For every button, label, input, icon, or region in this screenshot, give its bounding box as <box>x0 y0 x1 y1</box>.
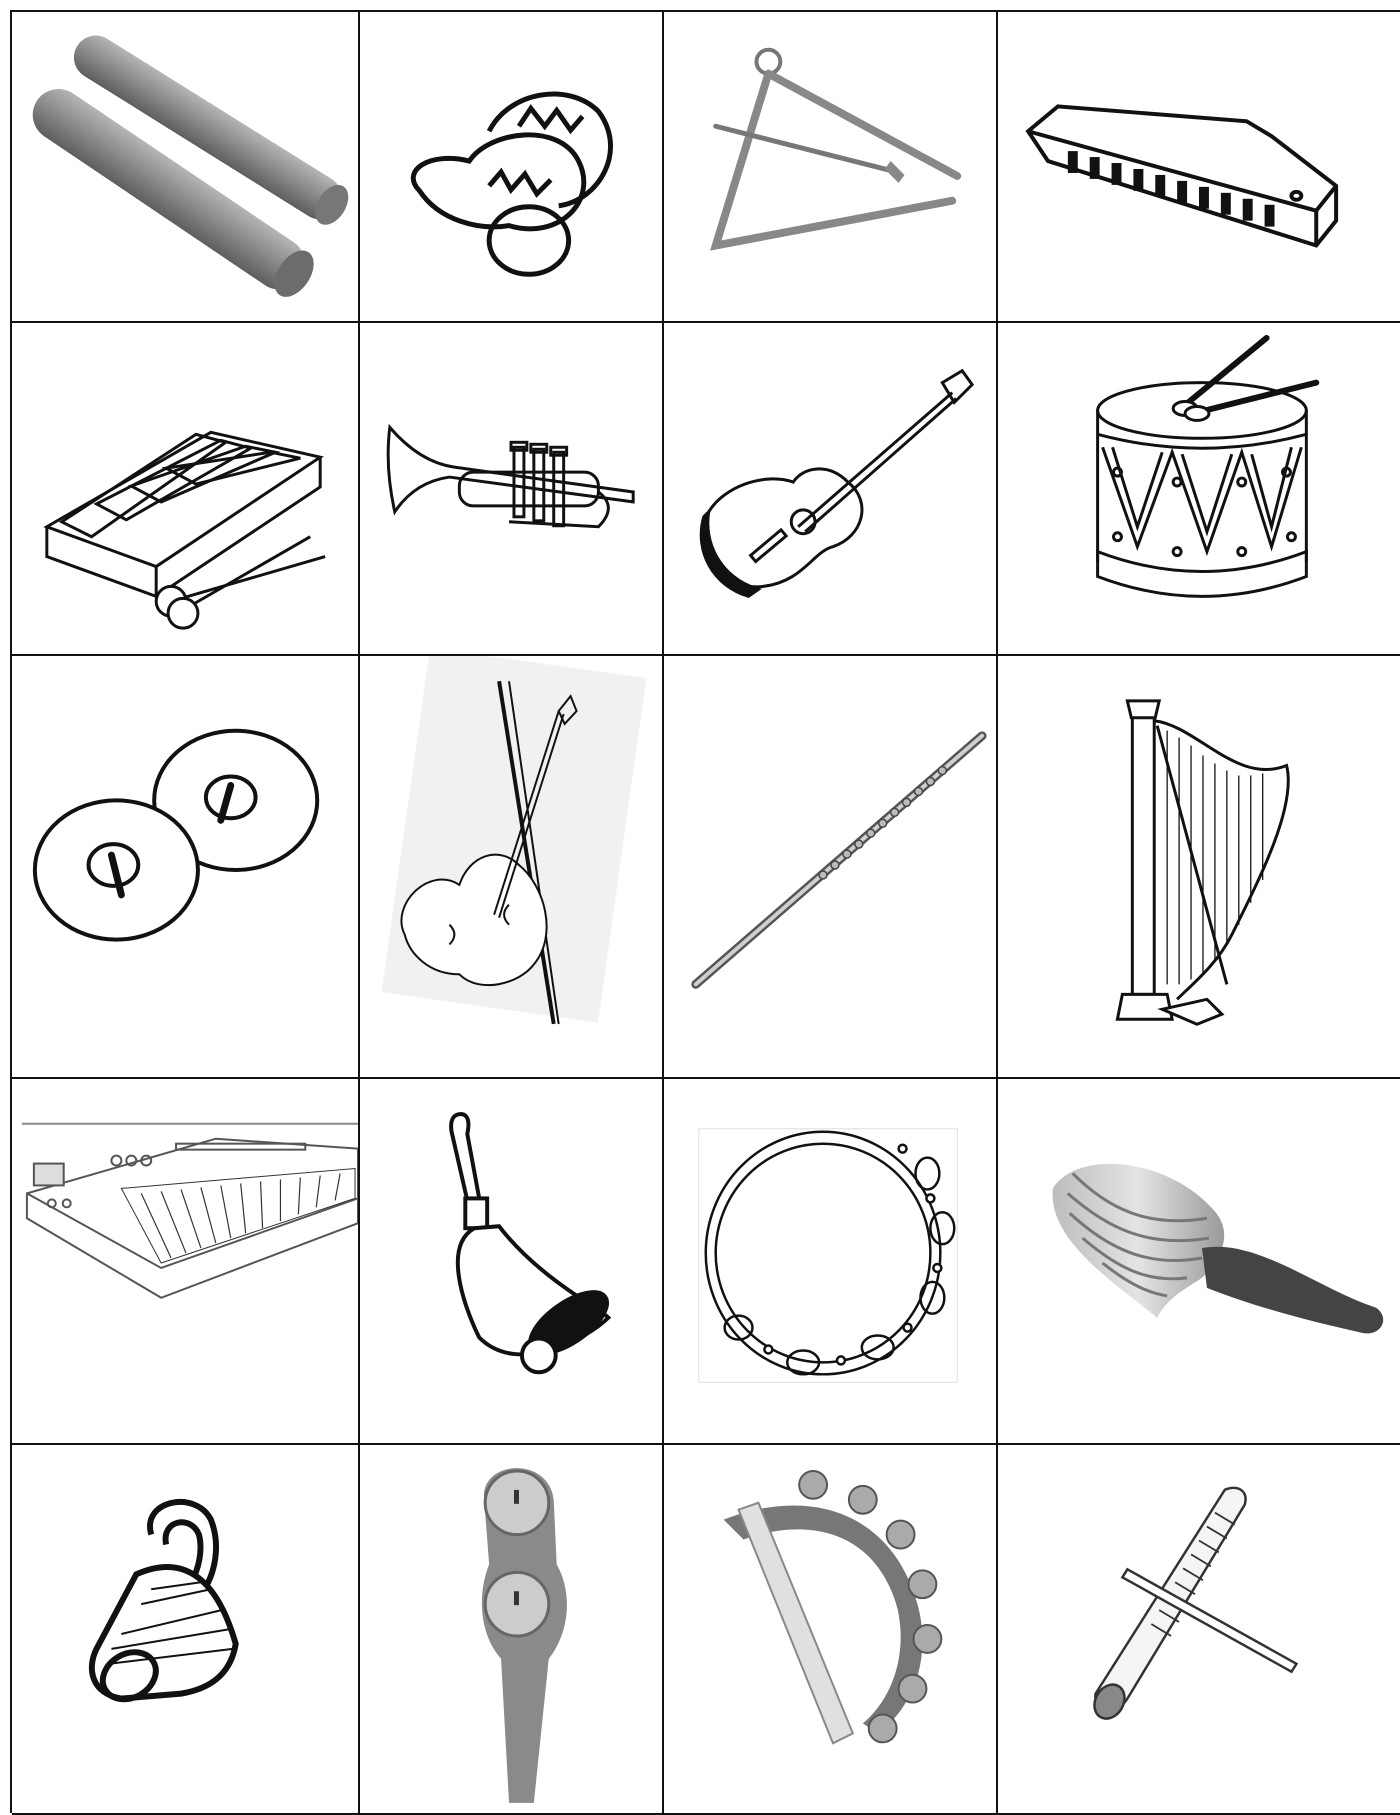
drum-icon <box>998 323 1400 654</box>
trumpet-icon <box>360 323 662 654</box>
cell-guitar <box>664 323 998 656</box>
cell-harmonica <box>998 12 1400 323</box>
xylophone-icon <box>12 323 358 654</box>
cell-violin <box>360 656 664 1079</box>
handbell-icon <box>360 1079 662 1443</box>
cell-claves <box>12 12 360 323</box>
maracas-icon <box>360 12 662 321</box>
cell-guiro <box>998 1445 1400 1815</box>
cell-tambourine <box>664 1079 998 1445</box>
cell-cymbals <box>12 656 360 1079</box>
agogo-shaker-icon <box>12 1445 358 1813</box>
cell-agogo-shaker <box>12 1445 360 1815</box>
tambourine-icon <box>664 1079 996 1443</box>
claves-icon <box>12 12 358 321</box>
violin-icon <box>360 656 662 1077</box>
triangle-icon <box>664 12 996 321</box>
flute-icon <box>664 656 996 1077</box>
cell-triangle <box>664 12 998 323</box>
metal-shaker-icon <box>998 1079 1400 1443</box>
cell-flute <box>664 656 998 1079</box>
castanet-paddle-icon <box>360 1445 662 1813</box>
cell-trumpet <box>360 323 664 656</box>
cell-metal-shaker <box>998 1079 1400 1445</box>
cymbals-icon <box>12 656 358 1077</box>
harp-icon <box>998 656 1400 1077</box>
cell-castanet-paddle <box>360 1445 664 1815</box>
jingle-bells-icon <box>664 1445 996 1813</box>
instrument-grid <box>10 10 1400 1813</box>
cell-harp <box>998 656 1400 1079</box>
guiro-icon <box>998 1445 1400 1813</box>
cell-keyboard <box>12 1079 360 1445</box>
guitar-icon <box>664 323 996 654</box>
cell-drum <box>998 323 1400 656</box>
cell-maracas <box>360 12 664 323</box>
keyboard-icon <box>12 1079 358 1443</box>
cell-handbell <box>360 1079 664 1445</box>
harmonica-icon <box>998 12 1400 321</box>
cell-jingle-bells <box>664 1445 998 1815</box>
cell-xylophone <box>12 323 360 656</box>
